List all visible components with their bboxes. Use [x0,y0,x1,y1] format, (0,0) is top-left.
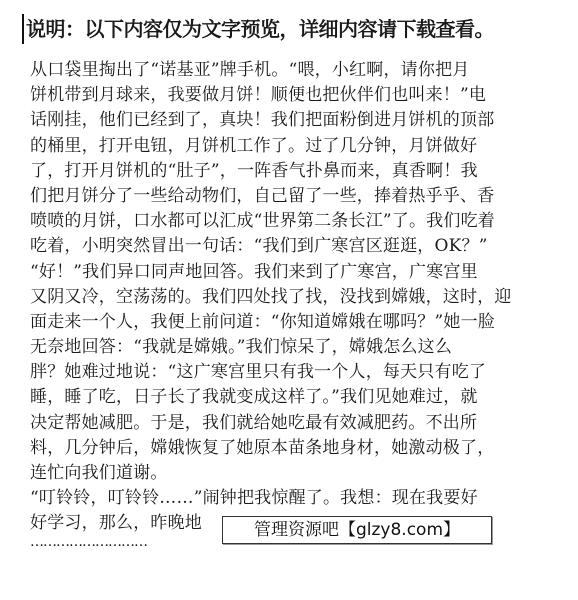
text-line: 饼机带到月球来，我要做月饼！顺便也把伙伴们也叫来！”电 [30,85,487,106]
text-line: 又阴又冷，空荡荡的。我们四处找了找，没找到嫦娥，这时，迎 [30,286,512,307]
preview-notice: 说明：以下内容仅为文字预览，详细内容请下载查看。 [22,14,576,44]
watermark-badge: 管理资源吧【glzy8.com】 [222,516,492,544]
text-line: 喷喷的月饼，口水都可以汇成“世界第二条长江”了。我们吃着 [30,211,495,232]
text-line: 吃着，小明突然冒出一句话：“我们到广寒宫区逛逛，OK？” [30,236,488,257]
text-line: 料，几分钟后，嫦娥恢复了她原本苗条地身材，她激动极了， [30,437,495,458]
text-line: 胖？她难过地说：“这广寒宫里只有我一个人，每天只有吃了 [30,362,487,383]
text-line: 了，打开月饼机的“肚子”，一阵香气扑鼻而来，真香啊！我 [30,160,478,181]
document-body [30,58,550,537]
truncation-dots: ……………………… [30,534,147,550]
text-line: “好！”我们异口同声地回答。我们来到了广寒宫，广寒宫里 [30,261,478,282]
text-line: 无奈地回答：“我就是嫦娥。”我们惊呆了，嫦娥怎么这么 [30,337,453,358]
text-line: 的桶里，打开电钮，月饼机工作了。过了几分钟，月饼做好 [30,135,478,156]
text-line: 决定帮她减肥。于是，我们就给她吃最有效减肥药。不出所 [30,412,478,433]
text-line: 们把月饼分了一些给动物们，自己留了一些，捧着热乎乎、香 [30,185,495,206]
text-line: 面走来一个人，我便上前问道：“你知道嫦娥在哪吗？”她一脸 [30,311,495,332]
text-line: 连忙向我们道谢。 [30,463,168,483]
text-line: 从口袋里掏出了“诺基亚”牌手机。“喂，小红啊，请你把月 [30,60,470,80]
text-line: 好学习，那么，昨晚地 [30,513,202,534]
text-line: “叮铃铃，叮铃铃……”闹钟把我惊醒了。我想：现在我要好 [30,488,478,509]
text-line: 话刚挂，他们已经到了，真块！我们把面粉倒进月饼机的顶部 [30,110,495,131]
text-line: 睡，睡了吃，日子长了我就变成这样了。”我们见她难过，就 [30,387,478,408]
